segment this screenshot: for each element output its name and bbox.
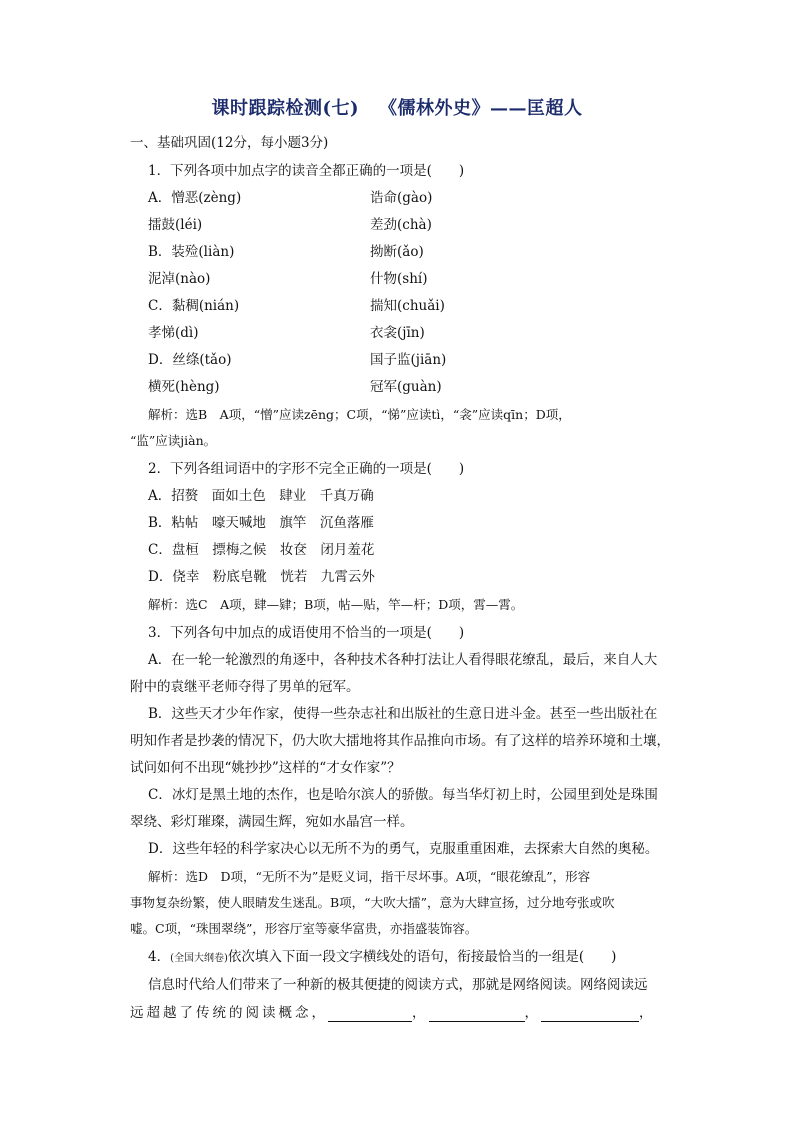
q3-option-b-cont: 明知作者是抄袭的情况下，仍大吹大擂地将其作品推向市场。有了这样的培养环境和土壤，	[130, 733, 670, 749]
q2-analysis: 解析：选C A项，肆—肄；B项，帖—贴，竿—杆；D项，霄—霄。	[148, 597, 524, 612]
q1-stem: 1．下列各项中加点字的读音全都正确的一项是( )	[148, 163, 465, 179]
q4-passage: 信息时代给人们带来了一种新的极其便捷的阅读方式，那就是网络阅读。网络阅读远	[148, 977, 648, 993]
q3-option-a: A．在一轮一轮激烈的角逐中，各种技术各种打法让人看得眼花缭乱，最后，来自人大	[148, 652, 658, 668]
q1-row: D．丝绦(tǎo) 国子监(jiān)	[148, 352, 447, 368]
q3-option-c: C．冰灯是黑土地的杰作，也是哈尔滨人的骄傲。每当华灯初上时，公园里到处是珠围	[148, 787, 658, 803]
title-part1: 课时跟踪检测(七)	[211, 98, 360, 119]
q1-row: 横死(hèng) 冠军(guàn)	[148, 379, 442, 395]
q2-option: B．粘帖 嚎天喊地 旗竿 沉鱼落雁	[148, 515, 374, 531]
q1-row: C．黏稠(nián) 揣知(chuǎi)	[148, 298, 445, 314]
q3-option-d: D．这些年轻的科学家决心以无所不为的勇气，克服重重困难，去探索大自然的奥秘。	[148, 841, 659, 857]
q3-option-c-cont: 翠绕、彩灯璀璨，满园生辉，宛如水晶宫一样。	[130, 814, 414, 830]
fill-blank	[328, 1007, 412, 1022]
q3-stem: 3．下列各句中加点的成语使用不恰当的一项是( )	[148, 625, 465, 641]
q1-row: 泥淖(nào) 什物(shí)	[148, 271, 428, 287]
q3-analysis-cont: 事物复杂纷繁，使人眼睛发生迷乱。B项，“大吹大擂”，意为大肆宣扬，过分地夸张或吹	[130, 895, 615, 910]
q4-stem: 4．(全国大纲卷)依次填入下面一段文字横线处的语句，衔接最恰当的一组是( )	[148, 949, 617, 965]
section-heading: 一、基础巩固(12分，每小题3分)	[130, 135, 329, 151]
q1-row: A．憎恶(zèng) 诰命(gào)	[148, 190, 433, 206]
q4-source: (全国大纲卷)	[170, 953, 228, 964]
q3-analysis-cont2: 嘘。C项，“珠围翠绕”，形容厅室等豪华富贵，亦指盛装饰容。	[130, 921, 478, 936]
q1-row: 孝悌(dì) 衣衾(jīn)	[148, 325, 425, 341]
q2-option: D．侥幸 粉底皂靴 恍若 九霄云外	[148, 569, 375, 585]
q1-row: B．装殓(liàn) 拗断(ǎo)	[148, 244, 424, 260]
q4-passage-cont: 远超越了传统的阅读概念， ， ， ，	[130, 1005, 656, 1021]
q3-analysis: 解析：选D D项，“无所不为”是贬义词，指干尽坏事。A项，“眼花缭乱”，形容	[148, 869, 591, 884]
q3-option-b: B．这些天才少年作家，使得一些杂志社和出版社的生意日进斗金。甚至一些出版社在	[148, 706, 658, 722]
q2-stem: 2．下列各组词语中的字形不完全正确的一项是( )	[148, 461, 465, 477]
fill-blank	[541, 1007, 639, 1022]
q3-option-a-cont: 附中的袁继平老师夺得了男单的冠军。	[130, 679, 360, 695]
q1-analysis-cont: “监”应读jiàn。	[130, 433, 217, 448]
q1-row: 擂鼓(léi) 差劲(chà)	[148, 217, 432, 233]
q2-option: A．招赘 面如土色 肆业 千真万确	[148, 488, 374, 504]
q3-option-b-cont2: 试问如何不出现“姚抄抄”这样的“才女作家”？	[130, 760, 401, 776]
page-title	[0, 94, 794, 120]
title-part2: 《儒林外史》——匡超人	[379, 98, 583, 119]
q1-analysis: 解析：选B A项，“憎”应读zēng；C项，“悌”应读tì，“衾”应读qīn；D项，	[148, 407, 571, 422]
q2-option: C．盘桓 摽梅之候 妆奁 闭月羞花	[148, 542, 375, 558]
fill-blank	[429, 1007, 525, 1022]
